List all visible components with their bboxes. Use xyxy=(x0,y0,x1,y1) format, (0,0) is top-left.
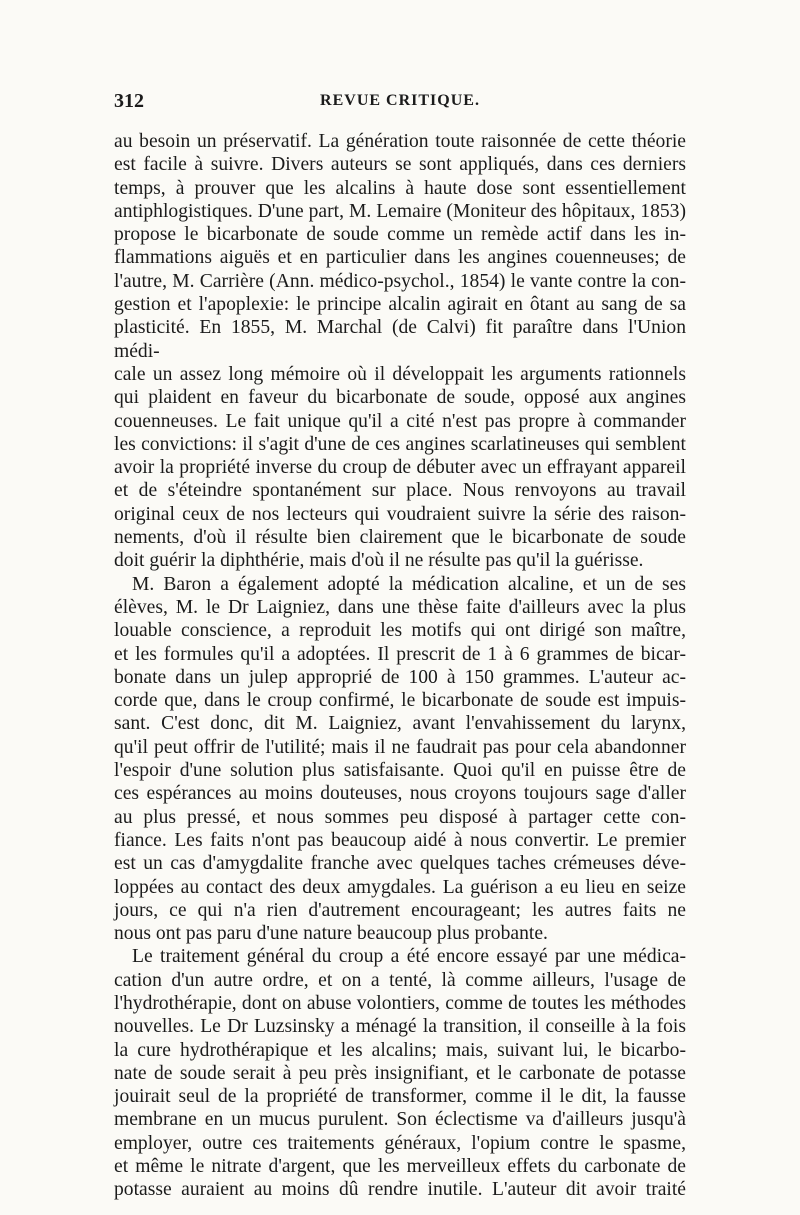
text-line: propose le bicarbonate de soude comme un remède actif dans les in- xyxy=(114,224,686,246)
text-line: l'autre, M. Carrière (Ann. médico-psychol., 1854) le vante contre la con- xyxy=(114,270,686,292)
text-line: et de s'éteindre spontanément sur place. Nous renvoyons au travail xyxy=(114,480,686,502)
text-line: l'espoir d'une solution plus satisfaisante. Quoi qu'il en puisse être de xyxy=(114,760,686,782)
text-line: jouirait seul de la propriété de transformer, comme il le dit, la fausse xyxy=(114,1086,686,1108)
text-line: et même le nitrate d'argent, que les merveilleux effets du carbonate de xyxy=(114,1156,686,1178)
text-line: les convictions: il s'agit d'une de ces angines scarlatineuses qui semblent xyxy=(114,433,686,455)
text-line: M. Baron a également adopté la médication alcaline, et un de ses xyxy=(132,573,686,595)
text-line: avoir la propriété inverse du croup de débuter avec un effrayant appareil xyxy=(114,457,686,479)
text-line: est un cas d'amygdalite franche avec quelques taches crémeuses déve- xyxy=(114,853,686,875)
text-line: la cure hydrothérapique et les alcalins; mais, suivant lui, le bicarbo- xyxy=(114,1039,686,1061)
text-line: flammations aiguës et en particulier dans les angines couenneuses; de xyxy=(114,247,686,269)
text-line: employer, outre ces traitements généraux, l'opium contre le spasme, xyxy=(114,1132,686,1154)
text-line: potasse auraient au moins dû rendre inutile. L'auteur dit avoir traité xyxy=(114,1179,686,1201)
text-line: sant. C'est donc, dit M. Laigniez, avant l'envahissement du larynx, xyxy=(114,713,686,735)
text-line: gestion et l'apoplexie: le principe alcalin agirait en ôtant au sang de sa xyxy=(114,294,686,316)
text-line: ces espérances au moins douteuses, nous croyons toujours sage d'aller xyxy=(114,783,686,805)
text-line: temps, à prouver que les alcalins à haute dose sont essentiellement xyxy=(114,177,686,199)
text-line: membrane en un mucus purulent. Son éclectisme va d'ailleurs jusqu'à xyxy=(114,1109,686,1131)
running-title: REVUE CRITIQUE. xyxy=(320,92,480,109)
text-line: nate de soude serait à peu près insignifiant, et le carbonate de potasse xyxy=(114,1062,686,1084)
text-line: antiphlogistiques. D'une part, M. Lemaire (Moniteur des hôpitaux, 1853) xyxy=(114,200,686,222)
text-line: doit guérir la diphthérie, mais d'où il ne résulte pas qu'il la guérisse. xyxy=(114,550,644,572)
text-line: est facile à suivre. Divers auteurs se sont appliqués, dans ces derniers xyxy=(114,154,686,176)
text-line: cation d'un autre ordre, et on a tenté, là comme ailleurs, l'usage de xyxy=(114,969,686,991)
text-line: nements, d'où il résulte bien clairement que le bicarbonate de soude xyxy=(114,527,686,549)
text-line: fiance. Les faits n'ont pas beaucoup aidé à nous convertir. Le premier xyxy=(114,829,686,851)
text-line: l'hydrothérapie, dont on abuse volontiers, comme de toutes les méthodes xyxy=(114,992,686,1014)
text-line: au plus pressé, et nous sommes peu disposé à partager cette con- xyxy=(114,806,686,828)
text-line: au besoin un préservatif. La génération toute raisonnée de cette théorie xyxy=(114,131,686,152)
text-line: original ceux de nos lecteurs qui voudraient suivre la série des raison- xyxy=(114,503,686,525)
page-number: 312 xyxy=(114,90,144,112)
text-line: nous ont pas paru d'une nature beaucoup plus probante. xyxy=(114,923,548,945)
body-text xyxy=(114,130,686,1202)
text-line: qu'il peut offrir de l'utilité; mais il ne faudrait pas pour cela abandonner xyxy=(114,736,686,758)
text-line: nouvelles. Le Dr Luzsinsky a ménagé la transition, il conseille à la fois xyxy=(114,1016,686,1038)
text-line: jours, ce qui n'a rien d'autrement encourageant; les autres faits ne xyxy=(114,899,686,921)
text-line: Le traitement général du croup a été encore essayé par une médica- xyxy=(132,946,686,968)
text-line: loppées au contact des deux amygdales. La guérison a eu lieu en seize xyxy=(114,876,686,898)
text-line: cale un assez long mémoire où il développait les arguments rationnels xyxy=(114,363,686,385)
text-line: louable conscience, a reproduit les motifs qui ont dirigé son maître, xyxy=(114,620,686,642)
text-line: corde que, dans le croup confirmé, le bicarbonate de soude est impuis- xyxy=(114,690,686,712)
text-line: plasticité. En 1855, M. Marchal (de Calvi) fit paraître dans l'Union médi- xyxy=(114,317,686,362)
text-line: qui plaident en faveur du bicarbonate de soude, opposé aux angines xyxy=(114,387,686,409)
text-line: élèves, M. le Dr Laigniez, dans une thèse faite d'ailleurs avec la plus xyxy=(114,596,686,618)
text-line: bonate dans un julep approprié de 100 à 150 grammes. L'auteur ac- xyxy=(114,666,686,688)
text-line: couenneuses. Le fait unique qu'il a cité n'est pas propre à commander xyxy=(114,410,686,432)
text-line: et les formules qu'il a adoptées. Il prescrit de 1 à 6 grammes de bicar- xyxy=(114,643,686,665)
page-header xyxy=(114,90,686,120)
